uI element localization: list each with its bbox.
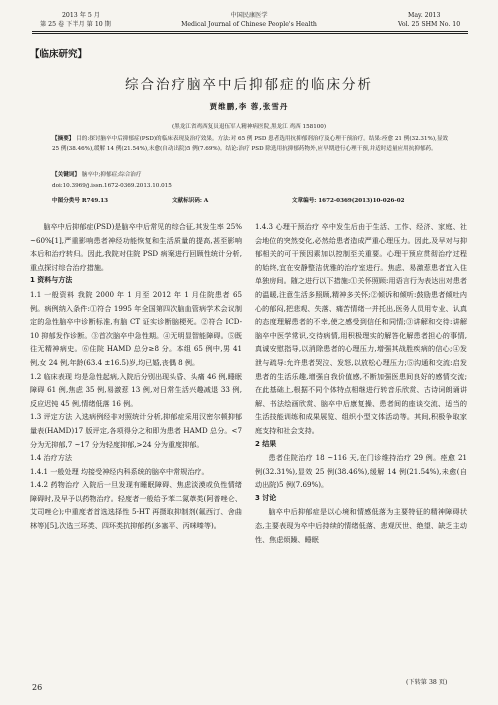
clc-number: 中图分类号 R749.13: [52, 198, 108, 204]
paragraph: 1.4 治疗方法: [30, 453, 72, 463]
abstract-text: 目的:探讨脑卒中后抑郁症(PSD)的临床表现及治疗效果。方法:对 65 例 PSD 患者选用抗抑郁剂治疗及心理干预治疗。结果:痊愈 21 例(32.31%),显效 25 例(38.46%),缓解 14 例(21.54%),未愈(自动出院)5 例(7.69%)。结论:治疗 PSD 除选用抗抑郁药物外,应早期进行心理干预,并适时适量应用抗抑郁药。: [52, 136, 449, 152]
journal-name-en: Medical Journal of Chinese People's Health: [181, 21, 317, 28]
paragraph: 1.4.3 心理干预治疗 卒中发生后由于生活、工作、经济、家庭、社会地位的突然变化,必然给患者造成严重心理压力。因此,及早对与抑郁相关的可干预因素加以控制至关重要。心理干预应贯彻治疗过程的始终,宜在安静整洁优雅的治疗室进行。焦虑、易激惹患者宜入住单独房间。随之进行以下措施:①关怀照顾:用语言行为表达出对患者的温暖,注意生活多照顾,精神多关怀;②倾诉和倾听:鼓励患者倾吐内心的郁闷,把悲观、失落、痛苦情绪一并托出,医务人员用专业、认真的态度理解患者的不幸,使之感受到信任和同情;③讲解和交待:讲解脑卒中医学常识,交待病情,用积极理实的解答化解患者担心的事情,真诚安慰指导,以消除患者的心理压力,增强其战胜疾病的信心;④发泄与疏导:允许患者哭泣、发怒,以放松心理压力;⑤沟通和交流:启发患者的生活乐趣,增强自我价值感,不断加强医患间良好的感情交流;在此基础上,根据不同个体特点相继进行转音乐欣赏、古诗词朗诵讲解、书法绘画欣赏、脑卒中后康复操、患者间的座谈交流、适当的生活技能训练和成果展览、组织小型文体活动等。其间,积极争取家庭支持和社会支持。: [255, 222, 467, 435]
paragraph: 脑卒中后抑郁症(PSD)是脑卒中后常见的综合征,其发生率 25% ~60%[1],严重影响患者神经功能恢复和生活质量的提高,甚至影响本后和治疗转归。因此,我院对住院 PSD 病案进行回顾性统计分析,重点探讨综合治疗措施。: [30, 222, 242, 272]
abstract: [52, 135, 448, 154]
paragraph: 脑卒中后抑郁症是以心境和情感低落为主要特征的精神障碍状态,主要表现为卒中后持续的情绪低落、悲观厌世、绝望、缺乏主动性、焦虑烦躁、睡眠: [255, 507, 467, 544]
right-column: [255, 220, 467, 546]
classification-line: [52, 196, 448, 204]
paragraph: 1.3 评定方法 入选病例经非对照统计分析,抑郁症采用汉密尔顿抑郁量表(HAMD)17 版评定,各项得分之和即为患者 HAMD 总分。<7 分为无抑郁,7 ~17 分为轻度抑郁,>24 分为重度抑郁。: [30, 412, 242, 449]
article-title: 综合治疗脑卒中后抑郁症的临床分析: [125, 77, 373, 93]
article-number: 文章编号: 1672-0369(2013)10-026-02: [291, 198, 405, 204]
paragraph: 1.1 一般资料 我院 2000 年 1 月至 2012 年 1 月住院患者 65 例。病例纳入条件:①符合 1995 年全国第四次脑血管病学术会议制定的急性脑卒中诊断标准,有脑 CT 证实诊断脑梗死。②符合 ICD-10 抑郁发作诊断。③首次脑卒中急性期。④无明显智能障碍。⑤既往无精神病史。⑥住院 HAMD 总分≥8 分。本组 65 例中,男 41 例,女 24 例,年龄(63.4 ±16.5)岁,均已婚,丧偶 8 例。: [30, 289, 242, 367]
journal-name-cn: 中国民康医学: [230, 12, 268, 19]
page-number: 26: [32, 683, 43, 692]
document-code: 文献标识码: A: [171, 198, 209, 204]
header-rule: [32, 31, 468, 32]
keywords-text: 脑卒中;抑郁症;综合治疗: [81, 172, 142, 178]
paragraph: 患者住院治疗 18 ~116 天,在门诊维持治疗 29 例。痊愈 21 例(32.31%),显效 25 例(38.46%),缓解 14 例(21.54%),未愈(自动出院)5 例(7.69%)。: [255, 453, 467, 490]
keywords-label: 【关键词】: [52, 172, 80, 178]
paragraph: 1.2 临床表现 均是急性起病,入院后分别出现头昏、头痛 46 例,睡眠障碍 61 例,焦虑 35 例,易激惹 13 例,对日常生活兴趣减退 33 例,反应迟钝 45 例,情绪低落 16 例。: [30, 371, 242, 408]
keywords: [52, 171, 448, 180]
abstract-label: 【摘要】: [52, 136, 75, 142]
journal-date-en: May. 2013: [408, 12, 441, 19]
journal-date: 2013 年 5 月: [62, 12, 100, 19]
paragraph: 1.4.2 药物治疗 入院后一旦发现有睡眠障碍、焦虑淡漠或负性情绪障碍时,及早予以药物治疗。轻度者一般给予苯二氮䓬类(阿普唑仑、艾司唑仑);中重度者首选选择性 5-HT 再摄取抑制剂(氟西汀、舍曲林等)[5],次选三环类、四环类抗抑郁药(多塞平、丙咪嗪等)。: [30, 480, 242, 531]
section-heading: 2 结果: [255, 439, 277, 448]
section-tag: 【临床研究】: [30, 49, 88, 60]
authors: 贾维鹏,李 蓉,张雪丹: [209, 102, 289, 111]
doi: doi:10.3969/j.issn.1672-0369.2013.10.015: [52, 183, 172, 189]
left-column: [30, 220, 242, 533]
section-heading: 1 资料与方法: [30, 276, 73, 285]
affiliation: (黑龙江省鸡西复员退伍军人精神病医院,黑龙江 鸡西 158100): [171, 124, 327, 130]
section-heading: 3 讨论: [255, 493, 277, 502]
journal-volume-en: Vol. 25 SHM No. 10: [398, 21, 461, 28]
journal-issue: 第 25 卷 下半月 第 10 期: [40, 21, 111, 28]
header-rule-thin: [32, 33, 468, 34]
continued-note: (下转第 38 页): [406, 679, 448, 686]
paragraph: 1.4.1 一般处理 均接受神经内科系统的脑卒中常规治疗。: [30, 466, 209, 476]
